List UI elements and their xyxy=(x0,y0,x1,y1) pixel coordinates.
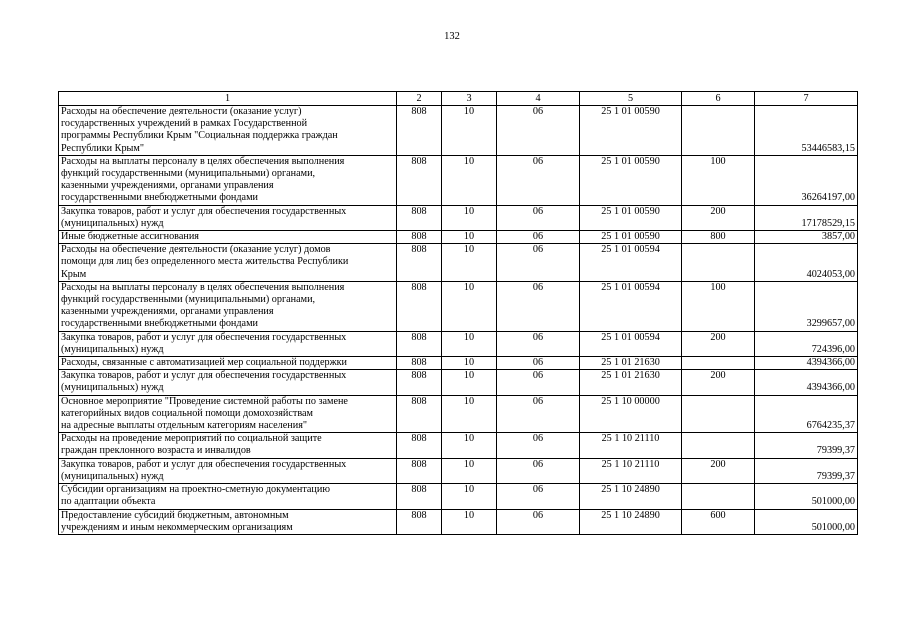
table-row xyxy=(59,244,858,282)
column-header-4: 4 xyxy=(497,92,580,106)
expense-type-code: 100 xyxy=(682,281,755,331)
ministry-code: 808 xyxy=(397,205,442,230)
table-row xyxy=(59,484,858,509)
amount: 3299657,00 xyxy=(755,281,858,331)
subsection-code: 06 xyxy=(497,281,580,331)
column-header-5: 5 xyxy=(580,92,682,106)
ministry-code: 808 xyxy=(397,484,442,509)
subsection-code: 06 xyxy=(497,458,580,483)
ministry-code: 808 xyxy=(397,458,442,483)
page-number: 132 xyxy=(444,31,460,42)
ministry-code: 808 xyxy=(397,433,442,458)
table-row xyxy=(59,106,858,156)
subsection-code: 06 xyxy=(497,155,580,205)
expense-name-line: государственными внебюджетными фондами xyxy=(61,192,258,204)
section-code: 10 xyxy=(442,357,497,370)
expense-name xyxy=(59,106,397,156)
ministry-code: 808 xyxy=(397,331,442,356)
expense-name xyxy=(59,231,397,244)
expense-name-line: Закупка товаров, работ и услуг для обеспечения государственных xyxy=(61,205,347,217)
table-row xyxy=(59,370,858,395)
ministry-code: 808 xyxy=(397,244,442,282)
table-row xyxy=(59,433,858,458)
amount: 4394366,00 xyxy=(755,357,858,370)
expense-name-line: функций государственными (муниципальными) органами, xyxy=(61,294,316,306)
expense-type-code xyxy=(682,433,755,458)
ministry-code: 808 xyxy=(397,231,442,244)
target-article-code: 25 1 01 00594 xyxy=(580,331,682,356)
expense-name-line: Расходы на проведение мероприятий по социальной защите xyxy=(61,433,322,445)
table-row xyxy=(59,205,858,230)
subsection-code: 06 xyxy=(497,433,580,458)
subsection-code: 06 xyxy=(497,205,580,230)
expense-name xyxy=(59,458,397,483)
target-article-code: 25 1 01 21630 xyxy=(580,370,682,395)
expense-name-line: граждан преклонного возраста и инвалидов xyxy=(61,445,251,457)
target-article-code: 25 1 01 21630 xyxy=(580,357,682,370)
amount: 17178529,15 xyxy=(755,205,858,230)
expense-name-line: (муниципальных) нужд xyxy=(61,343,164,355)
expense-type-code xyxy=(682,484,755,509)
expense-name xyxy=(59,205,397,230)
expense-name-line: Закупка товаров, работ и услуг для обеспечения государственных xyxy=(61,370,347,382)
subsection-code: 06 xyxy=(497,509,580,534)
amount: 4024053,00 xyxy=(755,244,858,282)
target-article-code: 25 1 01 00590 xyxy=(580,231,682,244)
expense-name-line: Закупка товаров, работ и услуг для обеспечения государственных xyxy=(61,458,347,470)
table-row xyxy=(59,331,858,356)
expense-name-line: (муниципальных) нужд xyxy=(61,217,164,229)
column-header-3: 3 xyxy=(442,92,497,106)
expense-name-line: Закупка товаров, работ и услуг для обеспечения государственных xyxy=(61,331,347,343)
section-code: 10 xyxy=(442,205,497,230)
expense-name-line: по адаптации объекта xyxy=(61,496,156,508)
expense-name-line: Крым xyxy=(61,268,87,280)
header-row xyxy=(59,92,858,106)
target-article-code: 25 1 10 24890 xyxy=(580,484,682,509)
target-article-code: 25 1 10 21110 xyxy=(580,433,682,458)
expense-name-line: Расходы на обеспечение деятельности (оказание услуг) xyxy=(61,106,302,117)
target-article-code: 25 1 01 00594 xyxy=(580,281,682,331)
target-article-code: 25 1 01 00594 xyxy=(580,244,682,282)
amount: 36264197,00 xyxy=(755,155,858,205)
expense-name-line: помощи для лиц без определенного места жительства Республики xyxy=(61,256,349,268)
subsection-code: 06 xyxy=(497,331,580,356)
table-row xyxy=(59,509,858,534)
expense-type-code xyxy=(682,395,755,433)
section-code: 10 xyxy=(442,509,497,534)
expense-name-line: (муниципальных) нужд xyxy=(61,382,164,394)
expense-name-line: государственными внебюджетными фондами xyxy=(61,318,258,330)
amount: 501000,00 xyxy=(755,509,858,534)
section-code: 10 xyxy=(442,484,497,509)
section-code: 10 xyxy=(442,155,497,205)
table-row xyxy=(59,231,858,244)
expense-type-code xyxy=(682,357,755,370)
ministry-code: 808 xyxy=(397,509,442,534)
expense-name-line: Расходы на обеспечение деятельности (оказание услуг) домов xyxy=(61,244,331,256)
section-code: 10 xyxy=(442,281,497,331)
expense-type-code xyxy=(682,244,755,282)
expense-name xyxy=(59,331,397,356)
expense-name-line: Основное мероприятие "Проведение системной работы по замене xyxy=(61,395,348,407)
section-code: 10 xyxy=(442,244,497,282)
expense-name xyxy=(59,484,397,509)
amount: 724396,00 xyxy=(755,331,858,356)
section-code: 10 xyxy=(442,458,497,483)
target-article-code: 25 1 10 00000 xyxy=(580,395,682,433)
column-header-2: 2 xyxy=(397,92,442,106)
target-article-code: 25 1 01 00590 xyxy=(580,155,682,205)
expense-name-line: функций государственными (муниципальными) органами, xyxy=(61,168,316,180)
expense-name-line: Расходы на выплаты персоналу в целях обеспечения выполнения xyxy=(61,281,345,293)
expense-name-line: Республики Крым" xyxy=(61,142,144,154)
expense-type-code: 600 xyxy=(682,509,755,534)
section-code: 10 xyxy=(442,395,497,433)
amount: 4394366,00 xyxy=(755,370,858,395)
expense-name xyxy=(59,370,397,395)
expense-name-line: казенными учреждениями, органами управления xyxy=(61,180,274,192)
amount: 3857,00 xyxy=(755,231,858,244)
target-article-code: 25 1 10 24890 xyxy=(580,509,682,534)
section-code: 10 xyxy=(442,106,497,156)
target-article-code: 25 1 01 00590 xyxy=(580,106,682,156)
expense-type-code xyxy=(682,106,755,156)
subsection-code: 06 xyxy=(497,370,580,395)
ministry-code: 808 xyxy=(397,357,442,370)
target-article-code: 25 1 01 00590 xyxy=(580,205,682,230)
expense-name xyxy=(59,509,397,534)
ministry-code: 808 xyxy=(397,281,442,331)
expense-name-line: программы Республики Крым "Социальная поддержка граждан xyxy=(61,130,338,142)
section-code: 10 xyxy=(442,231,497,244)
subsection-code: 06 xyxy=(497,395,580,433)
expense-type-code: 200 xyxy=(682,205,755,230)
table-row xyxy=(59,357,858,370)
amount: 53446583,15 xyxy=(755,106,858,156)
subsection-code: 06 xyxy=(497,231,580,244)
expense-name xyxy=(59,244,397,282)
expense-type-code: 200 xyxy=(682,331,755,356)
expense-name-line: Иные бюджетные ассигнования xyxy=(61,231,199,243)
table-row xyxy=(59,458,858,483)
subsection-code: 06 xyxy=(497,106,580,156)
amount: 79399,37 xyxy=(755,458,858,483)
section-code: 10 xyxy=(442,370,497,395)
expense-name-line: на адресные выплаты отдельным категориям населения" xyxy=(61,420,308,432)
table-body xyxy=(59,106,858,535)
expense-name-line: категорийных видов социальной помощи домохозяйствам xyxy=(61,407,313,419)
expense-name-line: Предоставление субсидий бюджетным, автономным xyxy=(61,509,289,521)
budget-table xyxy=(58,91,858,535)
table-row xyxy=(59,281,858,331)
expense-name-line: Расходы, связанные с автоматизацией мер социальной поддержки xyxy=(61,357,348,369)
column-header-7: 7 xyxy=(755,92,858,106)
ministry-code: 808 xyxy=(397,395,442,433)
expense-name xyxy=(59,281,397,331)
target-article-code: 25 1 10 21110 xyxy=(580,458,682,483)
section-code: 10 xyxy=(442,433,497,458)
expense-name xyxy=(59,395,397,433)
subsection-code: 06 xyxy=(497,244,580,282)
column-header-1: 1 xyxy=(59,92,397,106)
table-row xyxy=(59,395,858,433)
expense-name-line: учреждениям и иным некоммерческим организациям xyxy=(61,521,293,533)
expense-type-code: 200 xyxy=(682,458,755,483)
expense-type-code: 200 xyxy=(682,370,755,395)
ministry-code: 808 xyxy=(397,106,442,156)
expense-name-line: Субсидии организациям на проектно-сметную документацию xyxy=(61,484,330,496)
amount: 501000,00 xyxy=(755,484,858,509)
expense-name xyxy=(59,357,397,370)
amount: 6764235,37 xyxy=(755,395,858,433)
expense-type-code: 100 xyxy=(682,155,755,205)
expense-name xyxy=(59,155,397,205)
expense-name-line: Расходы на выплаты персоналу в целях обеспечения выполнения xyxy=(61,155,345,167)
expense-type-code: 800 xyxy=(682,231,755,244)
expense-name xyxy=(59,433,397,458)
ministry-code: 808 xyxy=(397,155,442,205)
column-header-6: 6 xyxy=(682,92,755,106)
section-code: 10 xyxy=(442,331,497,356)
ministry-code: 808 xyxy=(397,370,442,395)
expense-name-line: казенными учреждениями, органами управления xyxy=(61,306,274,318)
expense-name-line: (муниципальных) нужд xyxy=(61,470,164,482)
amount: 79399,37 xyxy=(755,433,858,458)
subsection-code: 06 xyxy=(497,357,580,370)
expense-name-line: государственных учреждений в рамках Государственной xyxy=(61,118,308,130)
table-row xyxy=(59,155,858,205)
subsection-code: 06 xyxy=(497,484,580,509)
